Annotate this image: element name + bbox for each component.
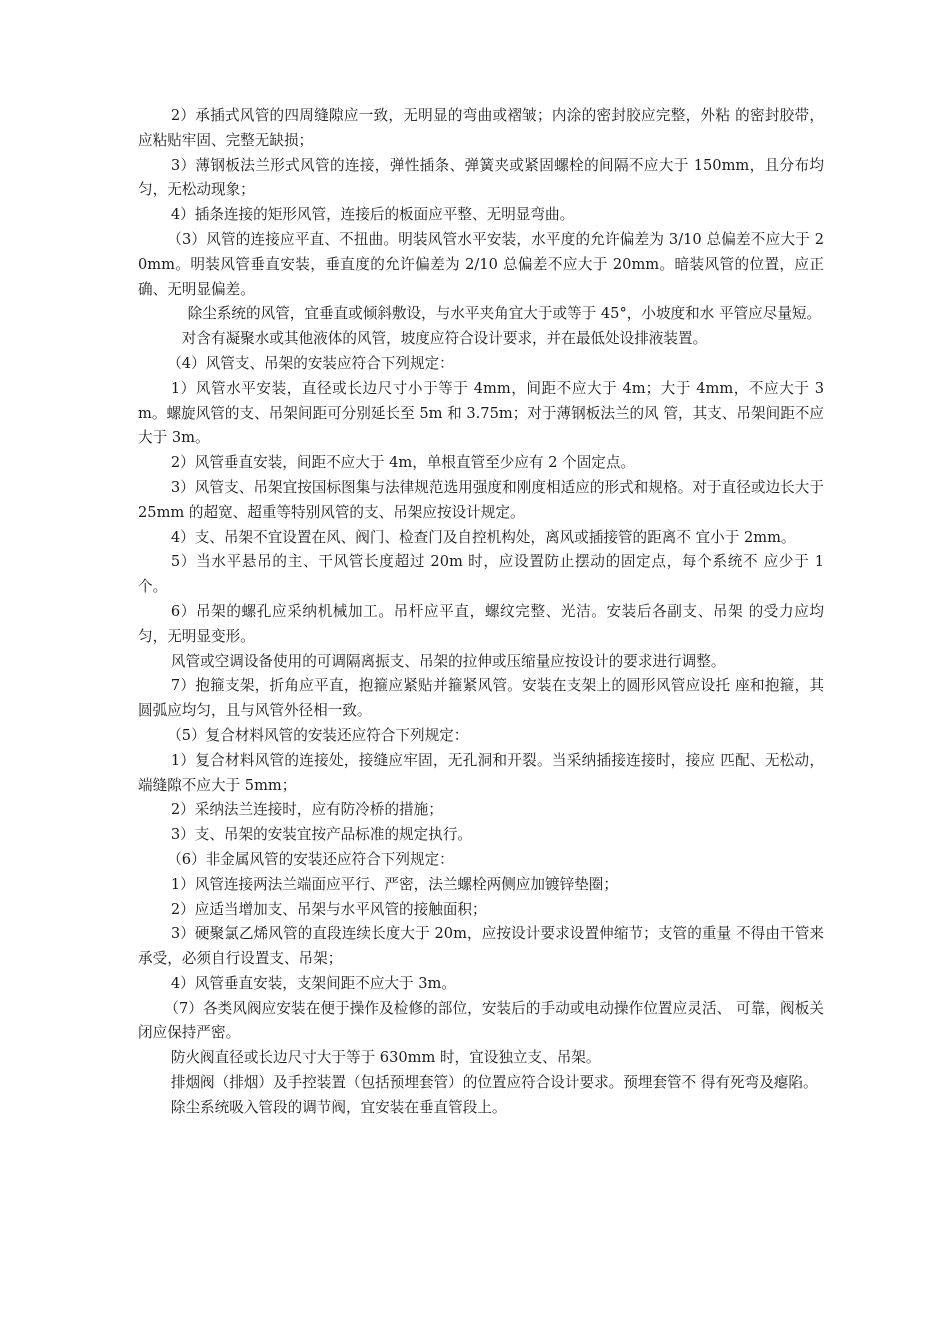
paragraph: 7）抱箍支架，折角应平直，抱箍应紧贴并箍紧风管。安装在支架上的圆形风管应设托 座和抱箍，其圆弧应均匀，且与风管外径相一致。 [138,677,824,720]
section-heading-paragraph: （3）风管的连接应平直、不扭曲。明装风管水平安装，水平度的允许偏差为 3/10 总偏差不应大于 20mm。明装风管垂直安装，垂直度的允许偏差为 2/10 总偏差不应大于 20mm。暗装风管的位置，应正确、无明显偏差。 [138,230,824,298]
paragraph: 3）风管支、吊架宜按国标图集与法律规范选用强度和刚度相适应的形式和规格。对于直径或边长大于 25mm 的超宽、超重等特别风管的支、吊架应按设计规定。 [138,478,824,521]
paragraph: 除尘系统的风管，宜垂直或倾斜敷设，与水平夹角宜大于或等于 45°，小坡度和水 平管应尽量短。 [187,305,822,323]
paragraph: 1）复合材料风管的连接处，接缝应牢固，无孔洞和开裂。当采纳插接连接时，接应 匹配、无松动，端缝隙不应大于 5mm； [138,751,824,794]
paragraph: 风管或空调设备使用的可调隔离振支、吊架的拉伸或压缩量应按设计的要求进行调整。 [170,652,726,670]
paragraph: 防火阀直径或长边尺寸大于等于 630mm 时，宜设独立支、吊架。 [170,1049,601,1067]
paragraph: 4）风管垂直安装，支架间距不应大于 3m。 [170,974,456,992]
paragraph: 4）插条连接的矩形风管，连接后的板面应平整、无明显弯曲。 [170,206,575,224]
document-page [138,104,824,1121]
paragraph: 6）吊架的螺孔应采纳机械加工。吊杆应平直，螺纹完整、光洁。安装后各副支、吊架 的受力应均匀，无明显变形。 [138,602,824,645]
paragraph: 3）支、吊架的安装宜按产品标准的规定执行。 [170,826,473,844]
section-heading: （5）复合材料风管的安装还应符合下列规定： [167,726,469,744]
paragraph: 排烟阀（排烟）及手控装置（包括预埋套管）的位置应符合设计要求。预埋套管不 得有死弯及瘪陷。 [170,1074,818,1092]
paragraph: 3）薄钢板法兰形式风管的连接，弹性插条、弹簧夹或紧固螺栓的间隔不应大于 150mm，且分布均匀，无松动现象； [138,156,824,199]
paragraph: 2）采纳法兰连接时，应有防冷桥的措施； [170,801,443,819]
section-heading: （4）风管支、吊架的安装应符合下列规定： [167,354,454,372]
paragraph: 4）支、吊架不宜设置在风、阀门、检查门及自控机构处，离风或插接管的距离不 宜小于 2mm。 [170,528,796,546]
paragraph: 2）风管垂直安装，间距不应大于 4m，单根直管至少应有 2 个固定点。 [170,454,636,472]
paragraph: 对含有凝聚水或其他液体的风管，坡度应符合设计要求，并在最低处设排液装置。 [181,330,708,348]
paragraph: 1）风管连接两法兰端面应平行、严密，法兰螺栓两侧应加镀锌垫圈； [170,875,618,893]
section-heading: （6）非金属风管的安装还应符合下列规定： [167,850,454,868]
paragraph: 除尘系统吸入管段的调节阀，宜安装在垂直管段上。 [170,1098,507,1116]
paragraph: 1）风管水平安装，直径或长边尺寸小于等于 4mm，间距不应大于 4m；大于 4mm，不应大于 3m。螺旋风管的支、吊架间距可分别延长至 5m 和 3.75m；对于薄钢板法兰的风 管，其支、吊架间距不应大于 3m。 [138,379,824,447]
paragraph: 3）硬聚氯乙烯风管的直段连续长度大于 20m，应按设计要求设置伸缩节；支管的重量 不得由干管来承受，必须自行设置支、吊架； [138,925,824,968]
section-heading-paragraph: （7）各类风阀应安装在便于操作及检修的部位，安装后的手动或电动操作位置应灵活、 可靠，阀板关闭应保持严密。 [138,999,824,1042]
paragraph: 5）当水平悬吊的主、干风管长度超过 20m 时，应设置防止摆动的固定点，每个系统不 应少于 1 个。 [138,553,824,596]
paragraph: 2）应适当增加支、吊架与水平风管的接触面积； [170,900,487,918]
paragraph: 2）承插式风管的四周缝隙应一致，无明显的弯曲或褶皱；内涂的密封胶应完整，外粘 的密封胶带，应粘贴牢固、完整无缺损； [138,107,824,149]
